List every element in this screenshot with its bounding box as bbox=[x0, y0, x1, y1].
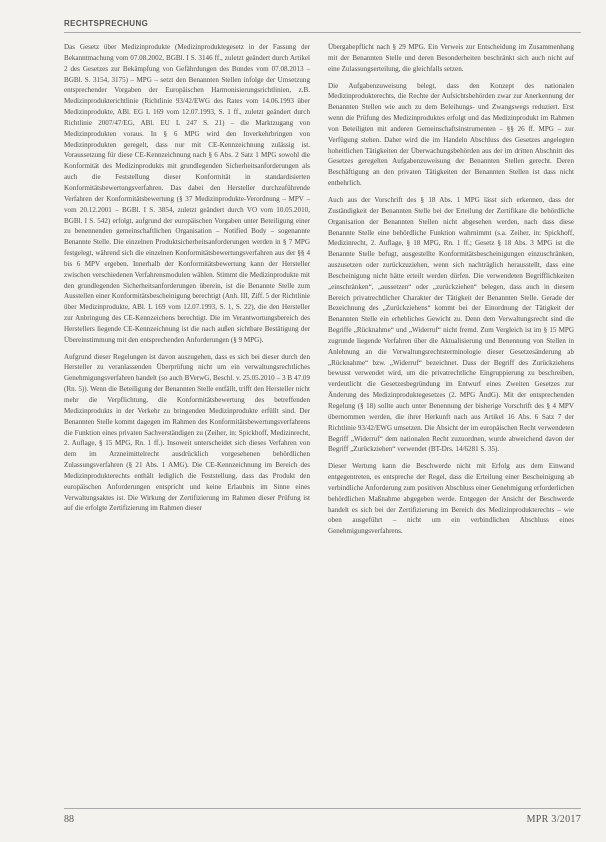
journal-issue: MPR 3/2017 bbox=[526, 814, 581, 825]
left-column bbox=[64, 42, 310, 797]
paragraph: Die Aufgabenzuweisung belegt, dass den Konzept des nationalen Medizinprodukterechts, die Rechte der Aufsichtsbehörden zwar zur Anerkennung der Benannten Stellen wie auch zu dem Beleihungs- und Zwangswegs reduziert. Erst wenn die Prüfung des Medizinproduktes erfolgt und das Medizinprodukt im Rahmen von Beteiligten mit anderen Gemeinschaftsinstrumenten – §§ 26 ff. MPG – zur Verfügung stehen. Daher wird die im Handeln Abschluss des Gesetzes angelegten hoheitlichen Tätigkeiten der Überwachungsbehörden aus der im dritten Abschnitt des Gesetzes geregelten Aufgabenzuweisung der Benannten Stellen gerecht. Deren Beschäftigung an den privaten Tätigkeiten der Benannten Stellen ist dass nicht entbehrlich. bbox=[328, 81, 574, 188]
paragraph: Auch aus der Vorschrift des § 18 Abs. 1 MPG lässt sich erkennen, dass der Zuständigkeit der Benannten Stelle bei der Erteilung der Zertifikate die behördliche Organisation der Benannten Stellen nicht abgesehen werden, nach dass diese Benannte Stelle eine behördliche Funktion wahrnimmt (s.a. Zeiher, in: Spickhoff, Medizinrecht, 2. Auflage, § 18 MPG, Rn. 1 ff.; Gesetz § 18 Abs. 3 MPG ist die Benannte Stelle befugt, ausgestellte Konformitätsbescheinigungen einzuschränken, auszusetzen oder zurückzuziehen, wenn sich nachträglich herausstellt, dass eine Bescheinigung nicht hätte erteilt werden dürfen. Die verwendeten Begrifflichkeiten „einschränken“, „aussetzen“ oder „zurückziehen“ belegen, dass auch in diesem Bereich privatrechtlicher Charakter der Tätigkeit der Benannten Stelle. Gerade der Bezeichnung des „Zurückziehens“ kommt bei der Einordnung der Tätigkeit der Benannten Stelle ein erhebliches Gewicht zu. Denn dem Verwaltungsrecht sind die Begriffe „Rücknahme“ und „Widerruf“ nicht fremd. Zum Vergleich ist im § 15 MPG zugrunde liegende Verfahren über die Aktualisierung und Benennung von Stellen in Anlehnung an die Verwaltungsrechtsterminologie dieser Gesetzesänderung ab „Rücknahme“ bzw. „Widerruf“ bezeichnet. Dass der Begriff des Zurückziehens bewusst verwendet wird, um die privatrechtliche Eingruppierung zu beschreiben, verdeutlicht die Gesetzesbegründung im Entwurf eines Zweiten Gesetzes zur Änderung des Medizinproduktegesetzes (2. MPG ÄndG). Mit der entsprechenden Regelung (§ 18) sollte auch unter Benennung der bisherige Vorschrift des § 4 MPV übernommen werden, die ihrer Herkunft nach aus Artikel 16 Abs. 6 Satz 7 der Richtlinie 93/42/EWG umsetzen. Die Absicht der im europäischen Recht verwendeten Begriff „Widerruf“ dem nationalen Recht zuzuordnen, wurde abweichend davon der Begriff „Zurückziehen“ verwendet (BT-Drs. 14/6281 S. 35). bbox=[328, 195, 574, 454]
header-rule bbox=[64, 32, 581, 33]
section-rubric: RECHTSPRECHUNG bbox=[64, 19, 149, 28]
paragraph: Aufgrund dieser Regelungen ist davon auszugehen, dass es sich bei dieser durch den Hersteller zu veranlassenden Überprüfung nicht um ein verwaltungsrechtliches Genehmigungsverfahren handelt (so auch BVerwG, Beschl. v. 25.05.2010 – 3 B 47.09 (Rn. 5)). Wenn die Beteiligung der Benannten Stelle entfällt, trifft den Hersteller nicht mehr die Verpflichtung, die Konformitätsbewertung des betreffenden Medizinprodukts in der Verkehr zu bringenden Medizinprodukte erfüllt sind. Der Benannten Stelle kommt dagegen im Rahmen des Konformitätsbewertungsverfahrens die Funktion eines privaten Sachverständigen zu (Zeiher, in: Spickhoff, Medizinrecht, 2. Auflage, § 15 MPG, Rn. 1 ff.). Insoweit unterscheidet sich dieses Verfahren von dem im Arzneimittelrecht ausdrücklich vorgesehenen behördlichen Zulassungsverfahren (§ 21 Abs. 1 AMG). Die CE-Kennzeichnung im Bereich des Medizinprodukterechts enthält lediglich die Feststellung, dass das Produkt den europäischen Anforderungen entspricht und keine Erlaubnis im Sinne eines Verwaltungsaktes ist. Die Wirkung der Zertifizierung im Rahmen dieser Prüfung ist auf die erfolgte Zertifizierung im Rahmen dieser bbox=[64, 352, 310, 513]
paragraph: Dieser Wertung kann die Beschwerde nicht mit Erfolg aus dem Einwand entgegentreten, es entspreche der Regel, dass die Erteilung einer Bescheinigung ab verbindliche Anforderung zum positiven Abschluss einer Genehmigung erforderlichen behördlichen Maßnahme abgegeben werde. Entgegen der Ansicht der Beschwerde handelt es sich bei der Zertifizierung im Bereich des Medizinprodukterechts – wie oben ausgeführt – nicht um ein verbindlichen Abschluss eines Genehmigungsverfahrens. bbox=[328, 462, 574, 536]
paragraph: Das Gesetz über Medizinprodukte (Medizinproduktegesetz in der Fassung der Bekanntmachung vom 07.08.2002, BGBl. I S. 3146 ff., zuletzt geändert durch Artikel 2 des Gesetzes zur Bekämpfung von Gefährdungen des Bundes vom 07.08.2013 – BGBl. S. 3154, 3175) – MPG – setzt den Benannten Stellen infolge der Umsetzung entsprechender Vorgaben der Europäischen Harmonisierungsrichtlinien, z.B. Medizinprodukterichtlinie (Richtlinie 93/42/EWG des Rates vom 14.06.1993 über Medizinprodukte, ABl. EG L 169 vom 12.07.1993, S. 1 ff., zuletzt geändert durch Richtlinie 2007/47/EG, ABl. EU L 247 S. 21) – die Marktzugang von Medizinprodukten voraus. In § 6 MPG wird den Inverkehrbringen von Medizinprodukten geregelt, dass nur mit CE-Kennzeichnung zulässig ist. Voraussetzung für diese CE-Kennzeichnung nach § 6 Abs. 2 Satz 1 MPG sowohl die Konformität des Medizinprodukts mit grundlegenden Sicherheitsanforderungen als auch die Feststellung dieser Konformität in standardisierten Konformitätsbewertungsverfahren. Das dabei den Hersteller durchzuführende Verfahren der Konformitätsbewertung (§ 37 Medizinprodukte-Verordnung – MPV – vom 20.12.2001 – BGBl. I S. 3854, zuletzt geändert durch VO vom 10.05.2010, BGBl. I S. 542) erfolgt, aufgrund der europäischen Vorgaben unter Beteiligung einer zu benennenden gemeinschaftlichen Organisation – Notified Body – sogenannte Benannte Stelle. Die einzelnen Produktsicherheitsanforderungen werden in § 7 MPG festgelegt, während sich die einzelnen Konformitätsbewertungsverfahren aus der §§ 4 bis 6 MPV ergeben. Innerhalb der Konformitätsbewertung kann der Hersteller zwischen verschiedenen Verfahrensmodulen wählen. Stimmt die Medizinprodukte mit den grundlegenden Sicherheitsanforderungen überein, ist die Benannte Stelle zum Ausstellen einer Konformitätsbescheinigung berechtigt (Anh. III, Ziff. 5 der Richtlinie über Medizinprodukte, ABl. L 169 vom 12.07.1993, S. 1, S. 22), die den Hersteller zur Anbringung des CE-Kennzeichens berechtigt. Die im Verantwortungsbereich des Herstellers liegende CE-Kennzeichnung ist die nach außen sichtbare Bestätigung der Übereinstimmung mit den entsprechenden Anforderungen (§ 9 MPG). bbox=[64, 43, 310, 344]
footer-rule bbox=[64, 808, 581, 809]
page-number: 88 bbox=[64, 814, 74, 825]
right-column bbox=[328, 42, 574, 797]
paragraph: Übergabepflicht nach § 29 MPG. Ein Verweis zur Entscheidung im Zusammenhang mit der Benannten Stelle und deren Besonderheiten beschränkt sich auch nicht auf eine Zulassungserteilung, die gleichfalls setzen. bbox=[328, 43, 574, 73]
